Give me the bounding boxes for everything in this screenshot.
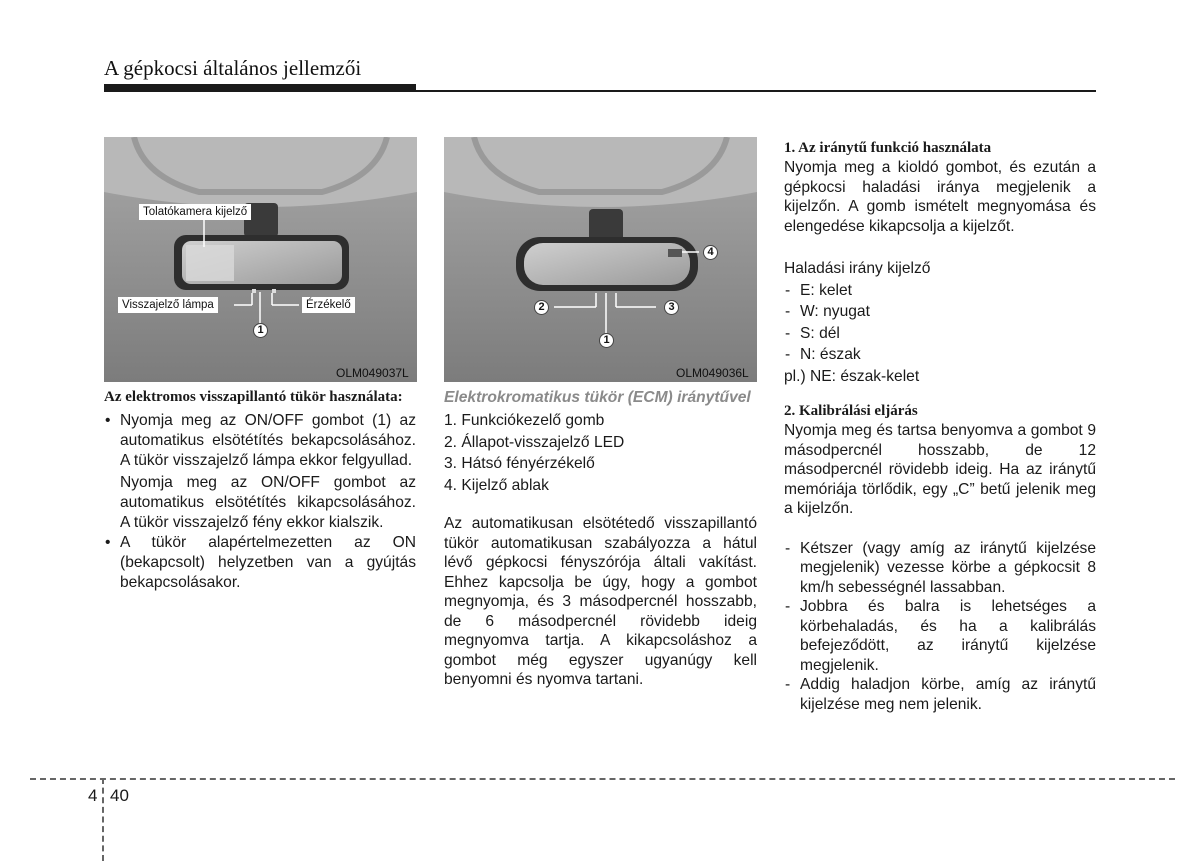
bullet-text: • Nyomja meg az ON/OFF gombot (1) az automatikus elsötétítés bekapcsolásához. A tükör visszajelző lámpa ekkor felgyullad. [120,412,416,469]
example-text: pl.) NE: észak-kelet [784,367,920,385]
section-heading: 1. Az iránytű funkció használata [784,140,992,156]
list-item: 2. Állapot-visszajelző LED [444,433,625,451]
bullet-text: Nyomja meg az ON/OFF gombot az automatikus elsötétítés kikapcsolásához. A tükör visszajelző fény ekkor kialszik. [120,474,416,531]
figure-mirror-camera [104,137,417,382]
instruction-list [104,411,416,593]
list-item: - Addig haladjon körbe, amíg az iránytű kijelzése meg nem jelenik. [784,675,1096,714]
calibration-steps [784,539,1096,715]
list-item: 3. Hátsó fényérzékelő [444,455,595,472]
callout-1: 1 [599,333,614,348]
body-paragraph: Az automatikusan elsötétedő visszapillantó tükör automatikusan szabályozza a hátul lévő gépkocsi fényszórója általi vakítást. Ehhez kapcsolja be úgy, hogy a gombot megnyomja, és 3 másodpercnél hosszabb, de 6 másodpercnél rövidebb ideig megnyomva tartja. A kikapcsoláshoz a gombot még egyszer ugyanúgy kell benyomni és nyomva tartani. [444,515,757,688]
label-sensor: Érzékelő [302,297,355,313]
bullet-text: • A tükör alapértelmezetten az ON (bekapcsolt) helyzetben van a gyújtás bekapcsolásakor. [120,534,416,591]
body-paragraph: Nyomja meg és tartsa benyomva a gombot 9 másodpercnél hosszabb, de 12 másodpercnél rövidebb ideig. Ha az iránytű memóriája törlődik, egy „C” betű jelenik meg a kijelzőn. [784,422,1096,517]
direction-list [784,280,1096,366]
component-list [444,410,757,496]
mirror-camera-illustration [104,137,417,382]
list-title: Haladási irány kijelző [784,260,931,277]
section-heading: Az elektromos visszapillantó tükör használata: [104,389,403,405]
callout-3: 3 [664,300,679,315]
list-item: - S: dél [784,323,1096,345]
figure-caption: Elektrokromatikus tükör (ECM) iránytűvel [444,389,751,406]
list-item: 4. Kijelző ablak [444,476,549,494]
callout-4: 4 [703,245,718,260]
list-item: 1. Funkciókezelő gomb [444,412,605,429]
list-item [104,533,416,593]
page-header-title: A gépkocsi általános jellemzői [104,56,362,80]
figure-ecm-mirror [444,137,757,382]
header-rule [416,90,1096,92]
figure-code: OLM049037L [336,366,409,380]
list-item: - Kétszer (vagy amíg az iránytű kijelzése megjelenik) vezesse körbe a gépkocsit 8 km/h sebességnél lassabban. [784,539,1096,598]
column-1 [104,387,416,593]
chapter-number: 4 [88,786,98,805]
list-item: - Jobbra és balra is lehetséges a körbehaladás, és ha a kalibrálás befejeződött, az iránytű kijelzése megjelenik. [784,597,1096,675]
label-indicator-lamp: Visszajelző lámpa [118,297,218,313]
body-paragraph: Nyomja meg a kioldó gombot, és ezután a gépkocsi haladási iránya megjelenik a kijelzőn. A gomb ismételt megnyomása és elengedése kikapcsolja a kijelzőt. [784,159,1096,235]
figure-code: OLM049036L [676,366,749,380]
list-item [104,411,416,533]
header-bar [104,84,416,92]
list-item: - N: észak [784,344,1096,366]
footer-divider [102,778,104,861]
page-number: 40 [110,786,129,805]
column-2 [444,388,757,690]
callout-2: 2 [534,300,549,315]
callout-1: 1 [253,323,268,338]
footer-rule [30,778,1175,780]
section-heading: 2. Kalibrálási eljárás [784,403,918,419]
column-3 [784,138,1096,714]
label-camera-display: Tolatókamera kijelző [139,204,251,220]
list-item: - W: nyugat [784,301,1096,323]
list-item: - E: kelet [784,280,1096,302]
